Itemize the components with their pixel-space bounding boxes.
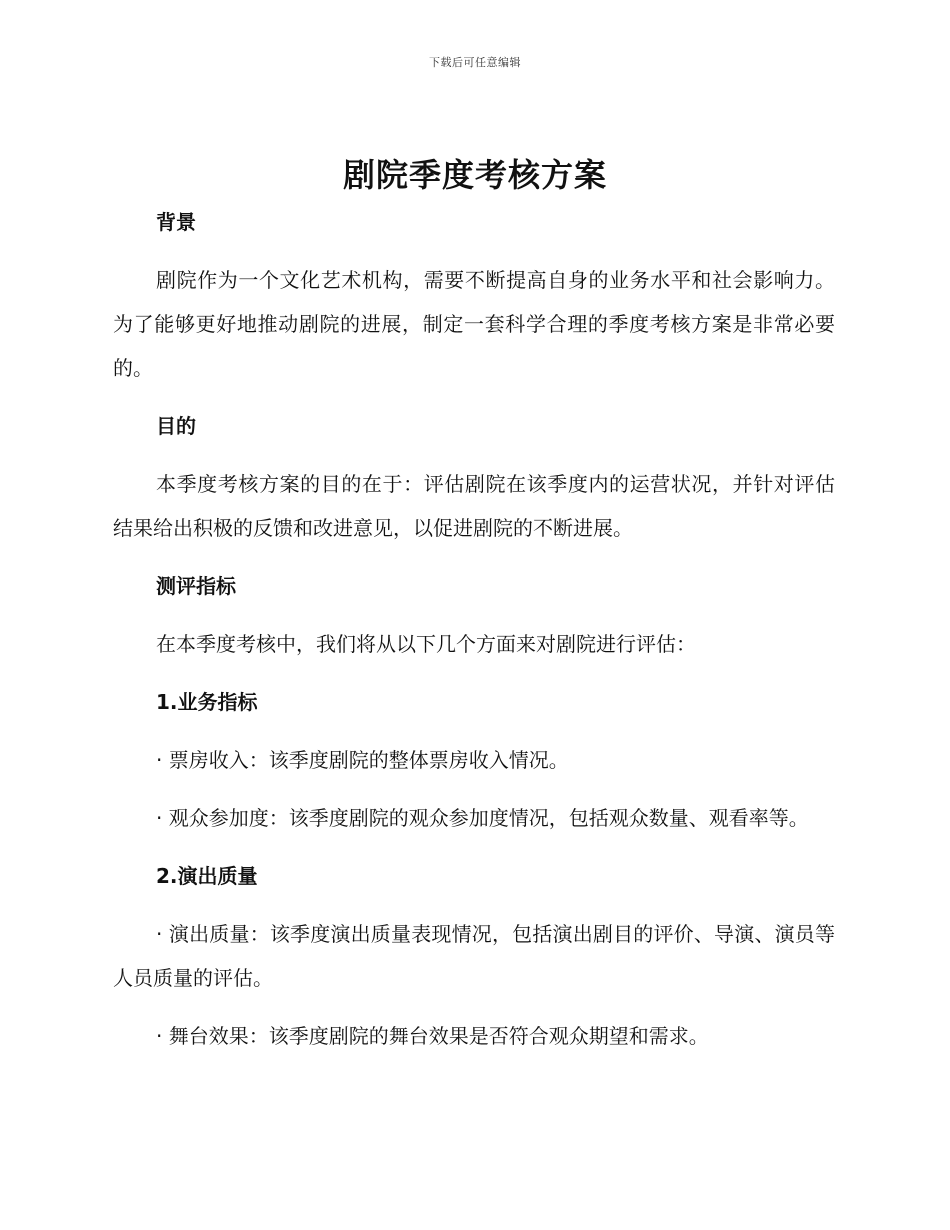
section-heading-indicators: 测评指标 [156, 574, 236, 598]
list-item: · 演出质量：该季度演出质量表现情况，包括演出剧目的评价、导演、演员等人员质量的评估。 [113, 922, 835, 990]
list-item: · 观众参加度：该季度剧院的观众参加度情况，包括观众数量、观看率等。 [156, 806, 809, 830]
header-note: 下载后可任意编辑 [429, 56, 521, 69]
subheading-performance-quality: 2.演出质量 [156, 864, 258, 888]
section-heading-purpose: 目的 [156, 414, 196, 438]
purpose-paragraph: 本季度考核方案的目的在于：评估剧院在该季度内的运营状况，并针对评估结果给出积极的反馈和改进意见，以促进剧院的不断进展。 [113, 472, 835, 540]
background-paragraph: 剧院作为一个文化艺术机构，需要不断提高自身的业务水平和社会影响力。为了能够更好地推动剧院的进展，制定一套科学合理的季度考核方案是非常必要的。 [113, 268, 835, 380]
section-heading-background: 背景 [156, 210, 196, 234]
subheading-business-indicators: 1.业务指标 [156, 690, 258, 714]
document-body [113, 200, 835, 1058]
document-title: 剧院季度考核方案 [342, 156, 607, 194]
list-item: · 票房收入：该季度剧院的整体票房收入情况。 [156, 748, 569, 772]
list-item: · 舞台效果：该季度剧院的舞台效果是否符合观众期望和需求。 [156, 1024, 709, 1048]
indicators-intro: 在本季度考核中，我们将从以下几个方面来对剧院进行评估： [156, 632, 696, 656]
